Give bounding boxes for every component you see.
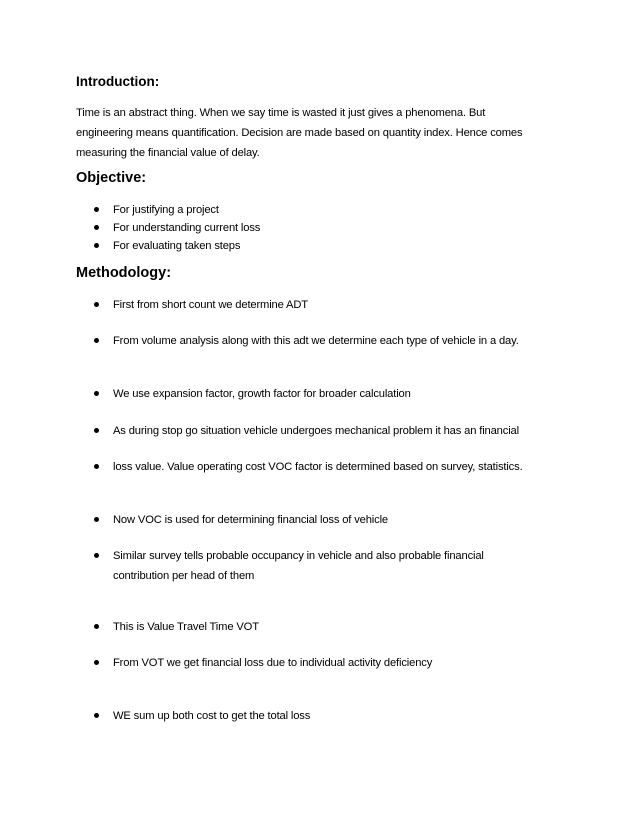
bullet-icon bbox=[94, 713, 99, 718]
bullet-icon bbox=[94, 302, 99, 307]
bullet-icon bbox=[94, 517, 99, 522]
introduction-line: Time is an abstract thing. When we say time is wasted it just gives a phenomena. But bbox=[76, 107, 486, 119]
introduction-heading: Introduction: bbox=[76, 74, 160, 89]
list-item-text: For justifying a project bbox=[113, 204, 219, 216]
list-item-text: For evaluating taken steps bbox=[113, 240, 241, 252]
objective-heading: Objective: bbox=[76, 170, 147, 186]
introduction-paragraph bbox=[76, 103, 562, 163]
bullet-icon bbox=[94, 428, 99, 433]
list-item-text: As during stop go situation vehicle undergoes mechanical problem it has an financial bbox=[113, 425, 519, 437]
introduction-line: measuring the financial value of delay. bbox=[76, 147, 260, 159]
bullet-icon bbox=[94, 660, 99, 665]
bullet-icon bbox=[94, 207, 99, 212]
list-item-text: From volume analysis along with this adt we determine each type of vehicle in a day. bbox=[113, 335, 519, 347]
list-item-text: We use expansion factor, growth factor for broader calculation bbox=[113, 388, 411, 400]
list-item-text: First from short count we determine ADT bbox=[113, 299, 308, 311]
bullet-icon bbox=[94, 225, 99, 230]
list-item-text: loss value. Value operating cost VOC factor is determined based on survey, statistics. bbox=[113, 461, 523, 473]
introduction-line: engineering means quantification. Decision are made based on quantity index. Hence comes bbox=[76, 127, 523, 139]
bullet-icon bbox=[94, 338, 99, 343]
list-item-text: contribution per head of them bbox=[113, 570, 255, 582]
list-item-text: This is Value Travel Time VOT bbox=[113, 621, 259, 633]
bullet-icon bbox=[94, 243, 99, 248]
methodology-heading: Methodology: bbox=[76, 265, 172, 281]
list-item-text: Similar survey tells probable occupancy in vehicle and also probable financial bbox=[113, 550, 484, 562]
list-item-text: From VOT we get financial loss due to individual activity deficiency bbox=[113, 657, 433, 669]
list-item-text: Now VOC is used for determining financial loss of vehicle bbox=[113, 514, 388, 526]
list-item-text: For understanding current loss bbox=[113, 222, 261, 234]
list-item-text: WE sum up both cost to get the total loss bbox=[113, 710, 311, 722]
bullet-icon bbox=[94, 464, 99, 469]
bullet-icon bbox=[94, 391, 99, 396]
bullet-icon bbox=[94, 624, 99, 629]
bullet-icon bbox=[94, 553, 99, 558]
